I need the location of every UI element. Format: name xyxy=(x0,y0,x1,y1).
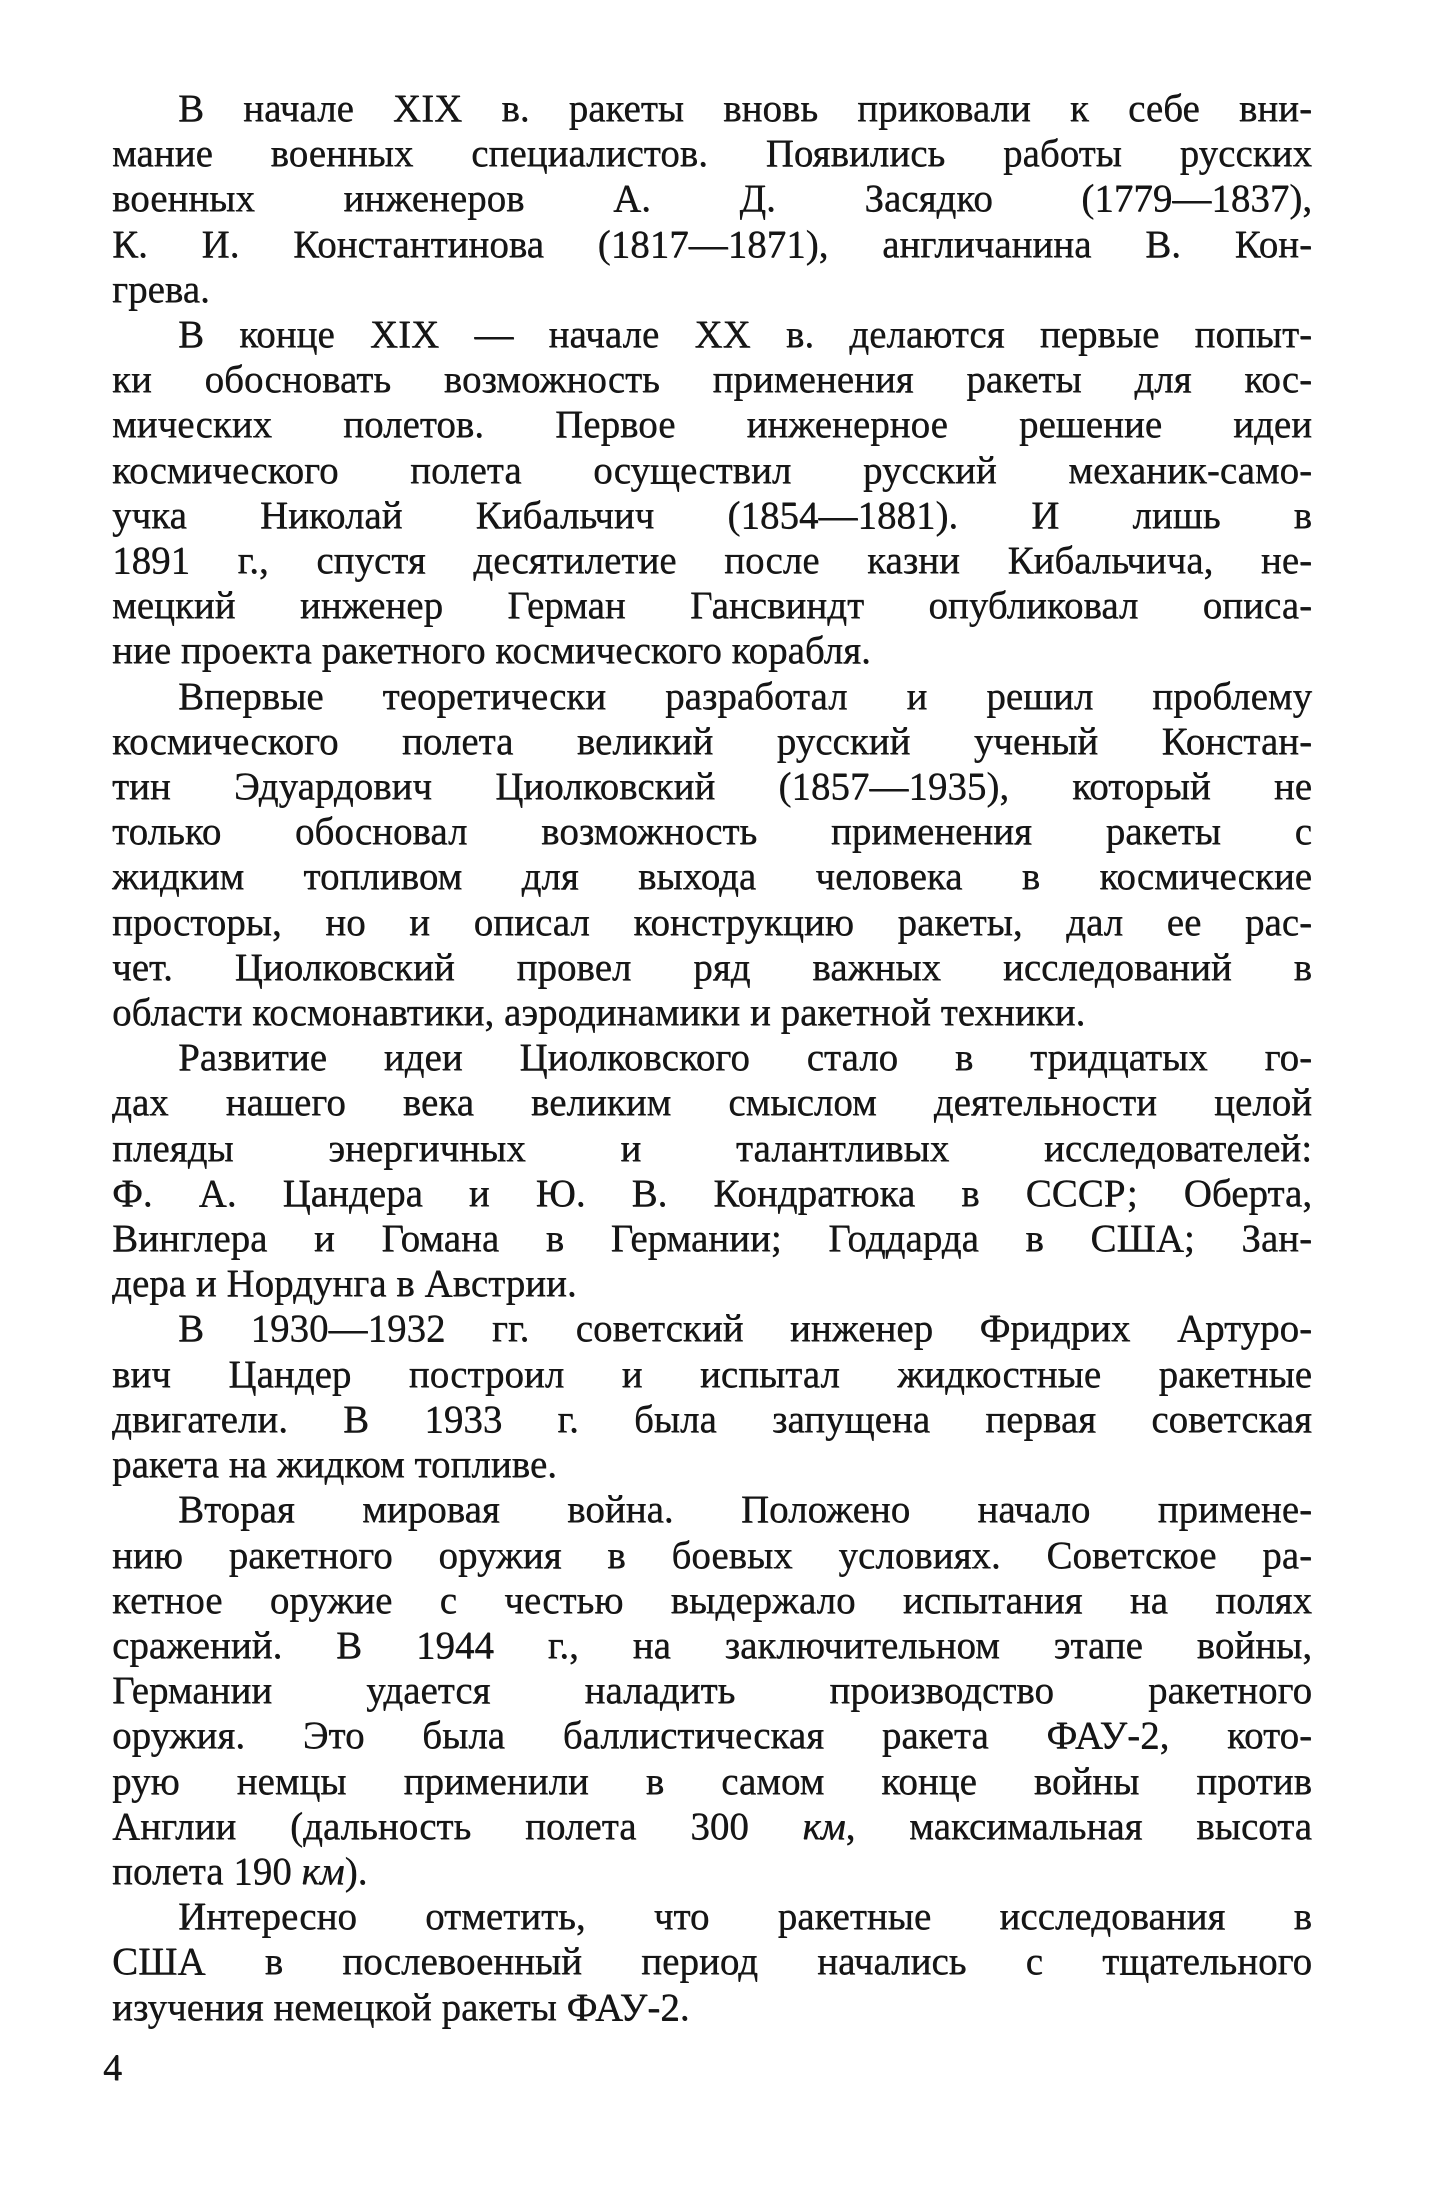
paragraph xyxy=(112,1894,1312,2030)
paragraph xyxy=(112,1035,1312,1306)
text-line: космического полета великий русский ученый Констан- xyxy=(112,719,1312,763)
text-line: кетное оружие с честью выдержало испытания на полях xyxy=(112,1578,1312,1622)
page-number: 4 xyxy=(103,2047,122,2089)
text-line: военных инженеров А. Д. Засядко (1779—1837), xyxy=(112,177,1312,221)
text-line: Англии (дальность полета 300 км, максимальная высота xyxy=(112,1804,1312,1848)
text-line: двигатели. В 1933 г. была запущена первая советская xyxy=(112,1397,1312,1441)
text-line: сражений. В 1944 г., на заключительном этапе войны, xyxy=(112,1623,1312,1667)
text-line: нию ракетного оружия в боевых условиях. Советское ра- xyxy=(112,1533,1312,1577)
paragraph xyxy=(112,86,1312,312)
text-line: мических полетов. Первое инженерное решение идеи xyxy=(112,403,1312,447)
paragraph xyxy=(112,312,1312,674)
text-line: США в послевоенный период начались с тщательного xyxy=(112,1940,1312,1984)
text-line: полета 190 км). xyxy=(112,1849,368,1893)
text-line: Впервые теоретически разработал и решил проблему xyxy=(178,674,1312,718)
text-line: мецкий инженер Герман Гансвиндт опубликовал описа- xyxy=(112,584,1312,628)
text-line: чет. Циолковский провел ряд важных исследований в xyxy=(112,945,1312,989)
text-line: В 1930—1932 гг. советский инженер Фридрих Артуро- xyxy=(178,1307,1312,1351)
text-line: 1891 г., спустя десятилетие после казни Кибальчича, не- xyxy=(112,539,1312,583)
text-line: В конце XIX — начале XX в. делаются первые попыт- xyxy=(178,313,1312,357)
text-line: области космонавтики, аэродинамики и ракетной техники. xyxy=(112,991,1086,1035)
text-line: только обосновал возможность применения ракеты с xyxy=(112,810,1312,854)
text-line: мание военных специалистов. Появились работы русских xyxy=(112,132,1312,176)
paragraph xyxy=(112,674,1312,1036)
text-line: ние проекта ракетного космического корабля. xyxy=(112,629,871,673)
text-line: жидким топливом для выхода человека в космические xyxy=(112,855,1312,899)
text-line: космического полета осуществил русский механик-само- xyxy=(112,448,1312,492)
text-line: ракета на жидком топливе. xyxy=(112,1443,557,1487)
text-line: дера и Нордунга в Австрии. xyxy=(112,1262,577,1306)
text-line: рую немцы применили в самом конце войны против xyxy=(112,1759,1312,1803)
text-line: Германии удается наладить производство ракетного xyxy=(112,1669,1312,1713)
text-line: плеяды энергичных и талантливых исследователей: xyxy=(112,1126,1312,1170)
text-line: тин Эдуардович Циолковский (1857—1935), который не xyxy=(112,765,1312,809)
text-block xyxy=(112,86,1312,2030)
text-line: вич Цандер построил и испытал жидкостные ракетные xyxy=(112,1352,1312,1396)
text-line: К. И. Константинова (1817—1871), англичанина В. Кон- xyxy=(112,222,1312,266)
paragraph xyxy=(112,1487,1312,1894)
text-line: дах нашего века великим смыслом деятельности целой xyxy=(112,1081,1312,1125)
paragraph xyxy=(112,1306,1312,1487)
text-line: ки обосновать возможность применения ракеты для кос- xyxy=(112,358,1312,402)
text-line: Винглера и Гомана в Германии; Годдарда в США; Зан- xyxy=(112,1217,1312,1261)
text-line: Интересно отметить, что ракетные исследования в xyxy=(178,1895,1312,1939)
text-line: грева. xyxy=(112,267,210,311)
text-line: оружия. Это была баллистическая ракета ФАУ-2, кото- xyxy=(112,1714,1312,1758)
text-line: учка Николай Кибальчич (1854—1881). И лишь в xyxy=(112,493,1312,537)
text-line: изучения немецкой ракеты ФАУ-2. xyxy=(112,1985,690,2029)
text-line: Развитие идеи Циолковского стало в тридцатых го- xyxy=(178,1036,1312,1080)
text-line: просторы, но и описал конструкцию ракеты, дал ее рас- xyxy=(112,900,1312,944)
text-line: Вторая мировая война. Положено начало примене- xyxy=(178,1488,1312,1532)
text-line: В начале XIX в. ракеты вновь приковали к себе вни- xyxy=(178,87,1312,130)
text-line: Ф. А. Цандера и Ю. В. Кондратюка в СССР; Оберта, xyxy=(112,1171,1312,1215)
